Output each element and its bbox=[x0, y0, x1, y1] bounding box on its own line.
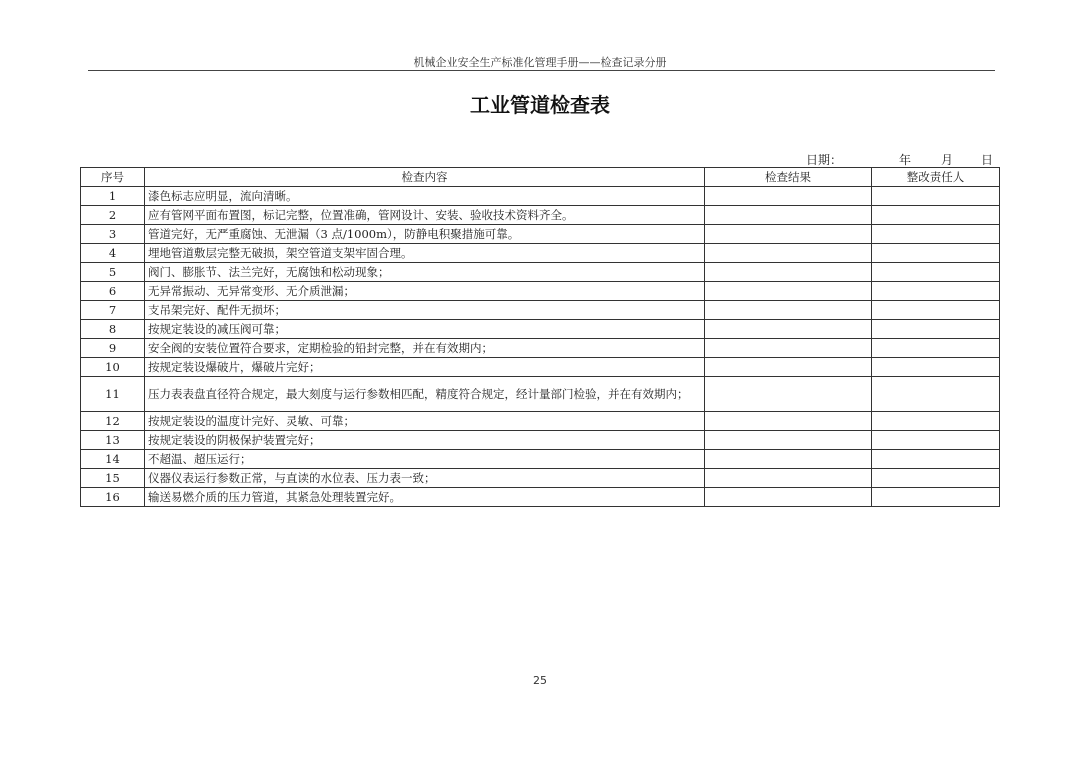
table-row bbox=[81, 244, 1000, 263]
row-person-cell[interactable] bbox=[872, 450, 1000, 469]
row-result-cell[interactable] bbox=[705, 377, 872, 412]
row-content: 按规定装设的温度计完好、灵敏、可靠； bbox=[145, 412, 705, 431]
row-person-cell[interactable] bbox=[872, 358, 1000, 377]
row-person-cell[interactable] bbox=[872, 301, 1000, 320]
page-number: 25 bbox=[533, 674, 547, 687]
row-person-cell[interactable] bbox=[872, 263, 1000, 282]
row-number: 16 bbox=[81, 488, 145, 507]
row-person-cell[interactable] bbox=[872, 244, 1000, 263]
row-number: 1 bbox=[81, 187, 145, 206]
table-row bbox=[81, 412, 1000, 431]
row-content: 漆色标志应明显，流向清晰。 bbox=[145, 187, 705, 206]
row-person-cell[interactable] bbox=[872, 206, 1000, 225]
row-result-cell[interactable] bbox=[705, 225, 872, 244]
table-row bbox=[81, 301, 1000, 320]
row-result-cell[interactable] bbox=[705, 488, 872, 507]
row-result-cell[interactable] bbox=[705, 206, 872, 225]
row-content: 按规定装设爆破片，爆破片完好； bbox=[145, 358, 705, 377]
row-number: 11 bbox=[81, 377, 145, 412]
column-header-person: 整改责任人 bbox=[872, 168, 1000, 187]
row-content: 应有管网平面布置图，标记完整，位置准确，管网设计、安装、验收技术资料齐全。 bbox=[145, 206, 705, 225]
row-result-cell[interactable] bbox=[705, 358, 872, 377]
row-number: 14 bbox=[81, 450, 145, 469]
row-number: 9 bbox=[81, 339, 145, 358]
date-year-label: 年 bbox=[899, 153, 912, 167]
row-person-cell[interactable] bbox=[872, 320, 1000, 339]
table-row bbox=[81, 431, 1000, 450]
header-rule bbox=[88, 70, 995, 71]
row-result-cell[interactable] bbox=[705, 282, 872, 301]
row-number: 2 bbox=[81, 206, 145, 225]
row-content: 支吊架完好、配件无损坏； bbox=[145, 301, 705, 320]
table-header-row bbox=[81, 168, 1000, 187]
table-row bbox=[81, 339, 1000, 358]
row-result-cell[interactable] bbox=[705, 450, 872, 469]
row-content: 无异常振动、无异常变形、无介质泄漏； bbox=[145, 282, 705, 301]
row-number: 4 bbox=[81, 244, 145, 263]
row-number: 7 bbox=[81, 301, 145, 320]
row-number: 15 bbox=[81, 469, 145, 488]
page-title: 工业管道检查表 bbox=[470, 93, 610, 117]
row-person-cell[interactable] bbox=[872, 431, 1000, 450]
row-result-cell[interactable] bbox=[705, 469, 872, 488]
row-result-cell[interactable] bbox=[705, 431, 872, 450]
date-month-label: 月 bbox=[941, 153, 954, 167]
row-result-cell[interactable] bbox=[705, 301, 872, 320]
table-row bbox=[81, 263, 1000, 282]
row-result-cell[interactable] bbox=[705, 339, 872, 358]
column-header-result: 检查结果 bbox=[705, 168, 872, 187]
row-person-cell[interactable] bbox=[872, 282, 1000, 301]
row-content: 不超温、超压运行； bbox=[145, 450, 705, 469]
inspection-table bbox=[80, 167, 1000, 507]
row-person-cell[interactable] bbox=[872, 339, 1000, 358]
row-result-cell[interactable] bbox=[705, 244, 872, 263]
row-person-cell[interactable] bbox=[872, 488, 1000, 507]
table-row bbox=[81, 187, 1000, 206]
row-result-cell[interactable] bbox=[705, 412, 872, 431]
row-person-cell[interactable] bbox=[872, 377, 1000, 412]
row-number: 12 bbox=[81, 412, 145, 431]
row-content: 按规定装设的阴极保护装置完好； bbox=[145, 431, 705, 450]
row-content: 输送易燃介质的压力管道，其紧急处理装置完好。 bbox=[145, 488, 705, 507]
row-content: 埋地管道敷层完整无破损，架空管道支架牢固合理。 bbox=[145, 244, 705, 263]
row-number: 10 bbox=[81, 358, 145, 377]
table-row bbox=[81, 469, 1000, 488]
date-day-label: 日 bbox=[981, 153, 994, 167]
table-row bbox=[81, 225, 1000, 244]
row-person-cell[interactable] bbox=[872, 225, 1000, 244]
row-content: 压力表表盘直径符合规定，最大刻度与运行参数相匹配，精度符合规定，经计量部门检验，并在有效期内； bbox=[145, 377, 705, 412]
row-number: 6 bbox=[81, 282, 145, 301]
row-person-cell[interactable] bbox=[872, 187, 1000, 206]
table-row bbox=[81, 358, 1000, 377]
row-content: 管道完好，无严重腐蚀、无泄漏（3 点/1000m），防静电积聚措施可靠。 bbox=[145, 225, 705, 244]
table-row bbox=[81, 488, 1000, 507]
row-number: 3 bbox=[81, 225, 145, 244]
row-person-cell[interactable] bbox=[872, 469, 1000, 488]
table-row bbox=[81, 206, 1000, 225]
date-label: 日期： bbox=[806, 153, 843, 167]
table-row bbox=[81, 320, 1000, 339]
row-person-cell[interactable] bbox=[872, 412, 1000, 431]
column-header-no: 序号 bbox=[81, 168, 145, 187]
row-content: 仪器仪表运行参数正常，与直读的水位表、压力表一致； bbox=[145, 469, 705, 488]
row-number: 13 bbox=[81, 431, 145, 450]
row-number: 8 bbox=[81, 320, 145, 339]
row-result-cell[interactable] bbox=[705, 320, 872, 339]
table-row bbox=[81, 450, 1000, 469]
row-content: 安全阀的安装位置符合要求，定期检验的铅封完整，并在有效期内； bbox=[145, 339, 705, 358]
row-number: 5 bbox=[81, 263, 145, 282]
table-row bbox=[81, 282, 1000, 301]
row-result-cell[interactable] bbox=[705, 263, 872, 282]
row-result-cell[interactable] bbox=[705, 187, 872, 206]
column-header-content: 检查内容 bbox=[145, 168, 705, 187]
running-header: 机械企业安全生产标准化管理手册——检查记录分册 bbox=[413, 56, 667, 69]
row-content: 阀门、膨胀节、法兰完好，无腐蚀和松动现象； bbox=[145, 263, 705, 282]
row-content: 按规定装设的减压阀可靠； bbox=[145, 320, 705, 339]
table-row bbox=[81, 377, 1000, 412]
